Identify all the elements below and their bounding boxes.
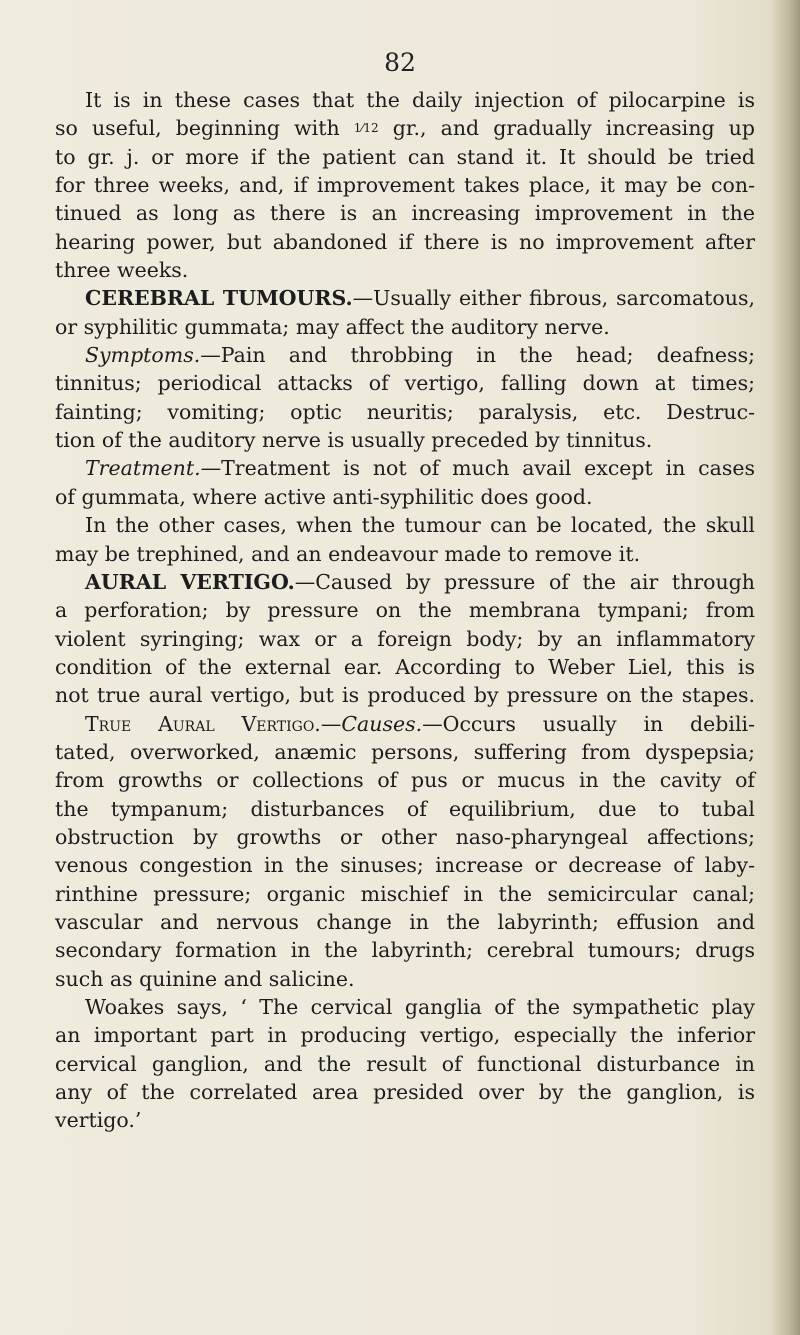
text-line: to gr. j. or more if the patient can stand it. It should be tried bbox=[55, 144, 755, 169]
text-line: In the other cases, when the tumour can be located, the skull bbox=[85, 513, 755, 538]
section-heading-line: AURAL VERTIGO.—Caused by pressure of the air through bbox=[85, 569, 756, 594]
fraction: 1⁄12 bbox=[353, 121, 379, 136]
page-number: 82 bbox=[384, 48, 416, 77]
text-line: secondary formation in the labyrinth; cerebral tumours; drugs bbox=[55, 938, 755, 963]
text-line: violent syringing; wax or a foreign body; by an inflammatory bbox=[55, 626, 755, 651]
text-line: may be trephined, and an endeavour made to remove it. bbox=[55, 541, 641, 566]
text-line: a perforation; by pressure on the membrana tympani; from bbox=[55, 598, 755, 623]
body-text bbox=[55, 86, 755, 1135]
subheading-line: Treatment.—Treatment is not of much avail except in cases bbox=[85, 456, 755, 481]
section-heading: AURAL VERTIGO. bbox=[85, 569, 295, 594]
section-heading: CEREBRAL TUMOURS. bbox=[85, 286, 353, 311]
text-line: fainting; vomiting; optic neuritis; paralysis, etc. Destruc- bbox=[55, 399, 755, 424]
text-line: hearing power, but abandoned if there is no improvement after bbox=[55, 229, 755, 254]
text-line: tinued as long as there is an increasing improvement in the bbox=[55, 201, 755, 226]
text-line: It is in these cases that the daily injection of pilocarpine is bbox=[85, 88, 755, 112]
text-line: obstruction by growths or other naso-pharyngeal affections; bbox=[55, 824, 755, 849]
subheading: Treatment. bbox=[85, 456, 201, 481]
text-line: condition of the external ear. According to Weber Liel, this is bbox=[55, 654, 755, 679]
page-edge-shadow bbox=[772, 0, 800, 1335]
text-line: the tympanum; disturbances of equilibrium, due to tubal bbox=[55, 796, 755, 821]
text-line: for three weeks, and, if improvement takes place, it may be con- bbox=[55, 173, 755, 198]
text-line: cervical ganglion, and the result of functional disturbance in bbox=[55, 1051, 755, 1076]
text-line: any of the correlated area presided over by the ganglion, is bbox=[55, 1080, 755, 1105]
text-line: not true aural vertigo, but is produced by pressure on the stapes. bbox=[55, 683, 755, 708]
text-line: or syphilitic gummata; may affect the auditory nerve. bbox=[55, 314, 610, 339]
subheading: Symptoms. bbox=[85, 343, 201, 368]
text-line: an important part in producing vertigo, especially the inferior bbox=[55, 1023, 755, 1048]
text-line: vascular and nervous change in the labyrinth; effusion and bbox=[55, 909, 755, 934]
section-heading-line: CEREBRAL TUMOURS.—Usually either fibrous, sarcomatous, bbox=[85, 286, 755, 311]
text-line: three weeks. bbox=[55, 258, 189, 283]
text-line: tinnitus; periodical attacks of vertigo, falling down at times; bbox=[55, 371, 755, 396]
text-line: tated, overworked, anæmic persons, suffering from dyspepsia; bbox=[55, 739, 755, 764]
text-line: rinthine pressure; organic mischief in the semicircular canal; bbox=[55, 881, 755, 906]
text-line: vertigo.’ bbox=[55, 1108, 142, 1133]
subheading: Causes. bbox=[341, 711, 423, 736]
text-line: venous congestion in the sinuses; increase or decrease of laby- bbox=[55, 853, 755, 878]
text-line: such as quinine and salicine. bbox=[55, 966, 355, 991]
text-line: tion of the auditory nerve is usually preceded by tinnitus. bbox=[55, 428, 653, 453]
text-line: from growths or collections of pus or mucus in the cavity of bbox=[55, 768, 755, 793]
text-line: so useful, beginning with 1⁄12 gr., and gradually increasing up bbox=[55, 116, 755, 141]
text-line: of gummata, where active anti-syphilitic does good. bbox=[55, 484, 593, 509]
section-heading-line: True Aural Vertigo.—Causes.—Occurs usually in debili- bbox=[85, 711, 756, 736]
text-line: Woakes says, ‘ The cervical ganglia of the sympathetic play bbox=[85, 995, 755, 1019]
section-heading: True Aural Vertigo. bbox=[85, 711, 321, 736]
subheading-line: Symptoms.—Pain and throbbing in the head; deafness; bbox=[85, 343, 755, 368]
